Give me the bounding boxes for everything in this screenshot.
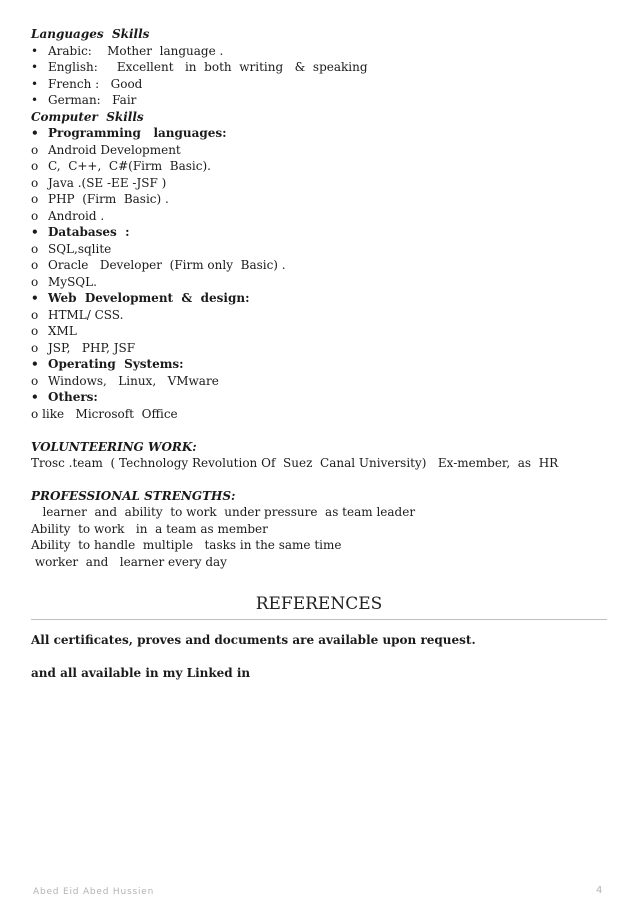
list-item (31, 274, 97, 290)
list-item (31, 373, 219, 389)
list-item-text: Windows, Linux, VMware (48, 374, 219, 388)
list-item-text: JSP, PHP, JSF (48, 341, 136, 355)
strength-item: learner and ability to work under pressure as team leader (31, 505, 416, 519)
language-english: English: Excellent in both writing & speaking (48, 60, 368, 74)
list-item (31, 307, 123, 323)
strength-item: worker and learner every day (31, 555, 227, 569)
references-line-1: All certificates, proves and documents are available upon request. (31, 633, 476, 647)
list-item-text: XML (48, 324, 77, 338)
web-dev-label: Web Development & design: (48, 291, 250, 305)
list-item (31, 323, 77, 339)
circle-marker: o (31, 159, 39, 173)
list-item-text: like Microsoft Office (42, 407, 178, 421)
list-item (31, 257, 286, 273)
os-heading (31, 356, 184, 372)
others-heading (31, 389, 98, 405)
circle-marker: o (31, 275, 39, 289)
language-arabic: Arabic: Mother language . (48, 44, 224, 58)
bullet-marker: • (31, 44, 39, 58)
list-item-text: Android . (48, 209, 105, 223)
circle-marker: o (31, 374, 39, 388)
language-item (31, 76, 142, 92)
language-german: German: Fair (48, 93, 137, 107)
programming-heading (31, 125, 227, 141)
list-item (31, 142, 181, 158)
page-number: 4 (596, 885, 603, 896)
list-item (31, 158, 211, 174)
list-item (31, 191, 169, 207)
section-divider (31, 619, 607, 620)
circle-marker: o (31, 143, 39, 157)
circle-marker: o (31, 258, 39, 272)
web-dev-heading (31, 290, 250, 306)
language-french: French : Good (48, 77, 143, 91)
list-item-text: SQL,sqlite (48, 242, 112, 256)
circle-marker: o (31, 209, 39, 223)
bullet-marker: • (31, 126, 39, 140)
others-label: Others: (48, 390, 98, 404)
strength-item: Ability to work in a team as member (31, 522, 268, 536)
list-item (31, 406, 178, 422)
databases-heading (31, 224, 130, 240)
databases-label: Databases : (48, 225, 130, 239)
languages-heading: Languages Skills (31, 27, 150, 41)
list-item (31, 340, 135, 356)
bullet-marker: • (31, 60, 39, 74)
bullet-marker: • (31, 390, 39, 404)
circle-marker: o (31, 324, 39, 338)
language-item (31, 43, 223, 59)
strengths-heading: PROFESSIONAL STRENGTHS: (31, 489, 236, 503)
list-item-text: PHP (Firm Basic) . (48, 192, 169, 206)
list-item (31, 175, 166, 191)
references-title: REFERENCES (255, 594, 383, 614)
list-item (31, 208, 104, 224)
circle-marker: o (31, 341, 39, 355)
circle-marker: o (31, 176, 39, 190)
list-item-text: Android Development (48, 143, 181, 157)
bullet-marker: • (31, 77, 39, 91)
references-line-2: and all available in my Linked in (31, 666, 251, 680)
volunteering-heading: VOLUNTEERING WORK: (31, 440, 197, 454)
circle-marker: o (31, 407, 39, 421)
list-item-text: Oracle Developer (Firm only Basic) . (48, 258, 286, 272)
bullet-marker: • (31, 93, 39, 107)
programming-label: Programming languages: (48, 126, 227, 140)
strength-item: Ability to handle multiple tasks in the same time (31, 538, 342, 552)
list-item-text: HTML/ CSS. (48, 308, 124, 322)
bullet-marker: • (31, 291, 39, 305)
language-item (31, 59, 368, 75)
computer-skills-heading: Computer Skills (31, 110, 144, 124)
bullet-marker: • (31, 357, 39, 371)
list-item-text: C, C++, C#(Firm Basic). (48, 159, 211, 173)
language-item (31, 92, 136, 108)
list-item (31, 241, 111, 257)
circle-marker: o (31, 242, 39, 256)
volunteering-text: Trosc .team ( Technology Revolution Of Suez Canal University) Ex-member, as HR (31, 456, 559, 470)
circle-marker: o (31, 308, 39, 322)
footer-author-name: Abed Eid Abed Hussien (33, 887, 155, 897)
os-label: Operating Systems: (48, 357, 184, 371)
list-item-text: MySQL. (48, 275, 97, 289)
circle-marker: o (31, 192, 39, 206)
bullet-marker: • (31, 225, 39, 239)
list-item-text: Java .(SE -EE -JSF ) (48, 176, 167, 190)
